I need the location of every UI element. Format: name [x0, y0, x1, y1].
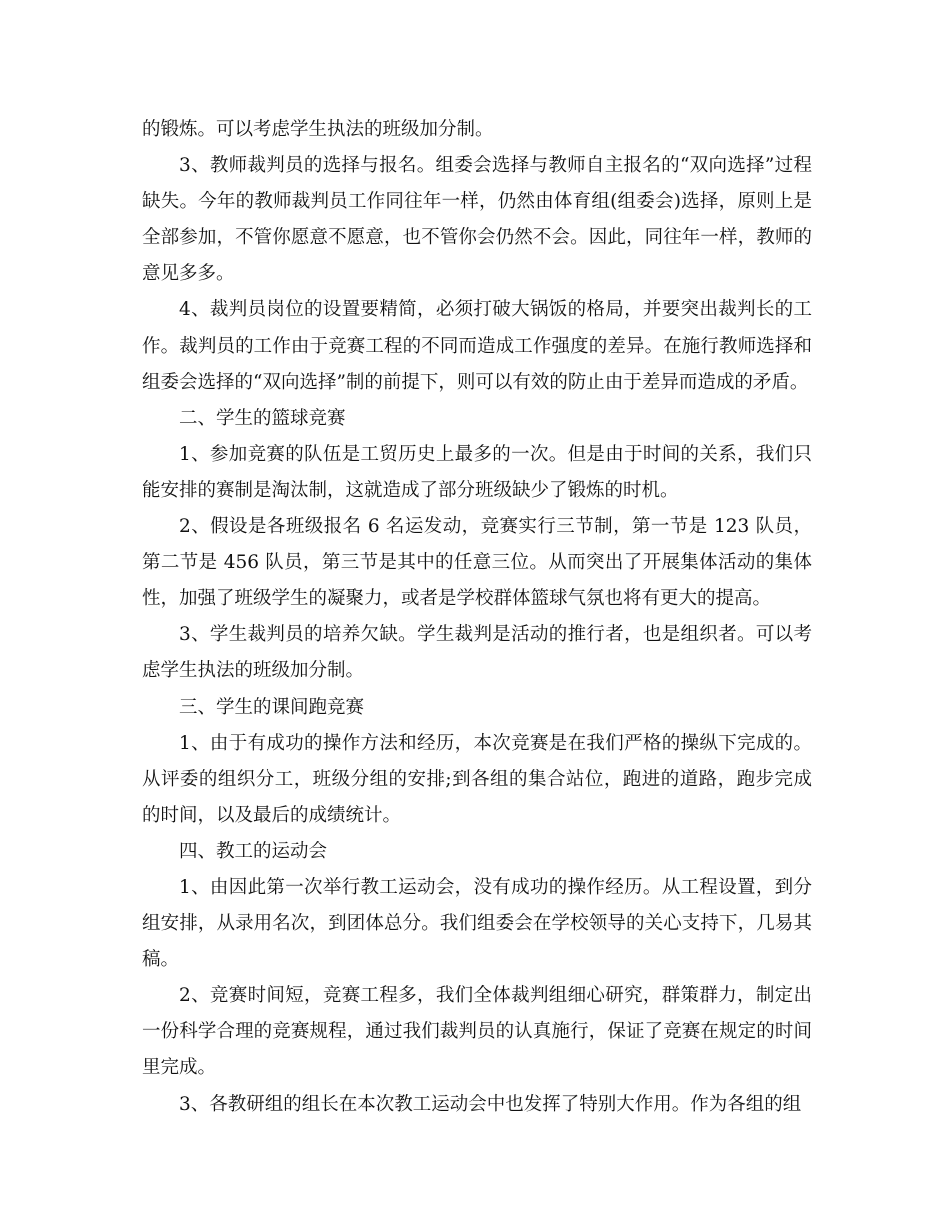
paragraph-teacher-referee-selection: 3、教师裁判员的选择与报名。组委会选择与教师自主报名的“双向选择”过程缺失。今年的教师裁判员工作同往年一样，仍然由体育组(组委会)选择，原则上是全部参加，不管你愿意不愿意，也不管你会仍然不会。因此，同往年一样，教师的意见多多。 — [142, 155, 812, 285]
section-heading-recess-run: 三、学生的课间跑竞赛 — [179, 696, 365, 718]
paragraph-basketball-format: 2、假设是各班级报名 6 名运发动，竞赛实行三节制，第一节是 123 队员，第二节是 456 队员，第三节是其中的任意三位。从而突出了开展集体活动的集体性，加强了班级学生的凝聚力，或者是学校群体篮球气氛也将有更大的提高。 — [142, 516, 812, 610]
paragraph-continuation: 的锻炼。可以考虑学生执法的班级加分制。 — [142, 119, 494, 140]
paragraph-student-referees: 3、学生裁判员的培养欠缺。学生裁判是活动的推行者，也是组织者。可以考虑学生执法的班级加分制。 — [142, 624, 812, 682]
section-heading-staff-games: 四、教工的运动会 — [179, 840, 328, 862]
document-body — [142, 112, 812, 1123]
paragraph-staff-games-first: 1、由因此第一次举行教工运动会，没有成功的操作经历。从工程设置，到分组安排，从录用名次，到团体总分。我们组委会在学校领导的关心支持下，几易其稿。 — [142, 876, 812, 971]
paragraph-basketball-teams: 1、参加竞赛的队伍是工贸历史上最多的一次。但是由于时间的关系，我们只能安排的赛制是淘汰制，这就造成了部分班级缺少了锻炼的时机。 — [142, 443, 812, 501]
paragraph-staff-games-schedule: 2、竞赛时间短，竞赛工程多，我们全体裁判组细心研究，群策群力，制定出一份科学合理的竞赛规程，通过我们裁判员的认真施行，保证了竞赛在规定的时间里完成。 — [142, 985, 812, 1079]
paragraph-referee-positions: 4、裁判员岗位的设置要精简，必须打破大锅饭的格局，并要突出裁判长的工作。裁判员的工作由于竞赛工程的不同而造成工作强度的差异。在施行教师选择和组委会选择的“双向选择”制的前提下，则可以有效的防止由于差异而造成的矛盾。 — [142, 299, 812, 393]
paragraph-recess-run: 1、由于有成功的操作方法和经历，本次竞赛是在我们严格的操纵下完成的。从评委的组织分工，班级分组的安排;到各组的集合站位，跑进的道路，跑步完成的时间，以及最后的成绩统计。 — [142, 732, 812, 826]
section-heading-basketball: 二、学生的篮球竞赛 — [179, 407, 346, 429]
paragraph-group-leaders: 3、各教研组的组长在本次教工运动会中也发挥了特别大作用。作为各组的组 — [179, 1093, 802, 1115]
